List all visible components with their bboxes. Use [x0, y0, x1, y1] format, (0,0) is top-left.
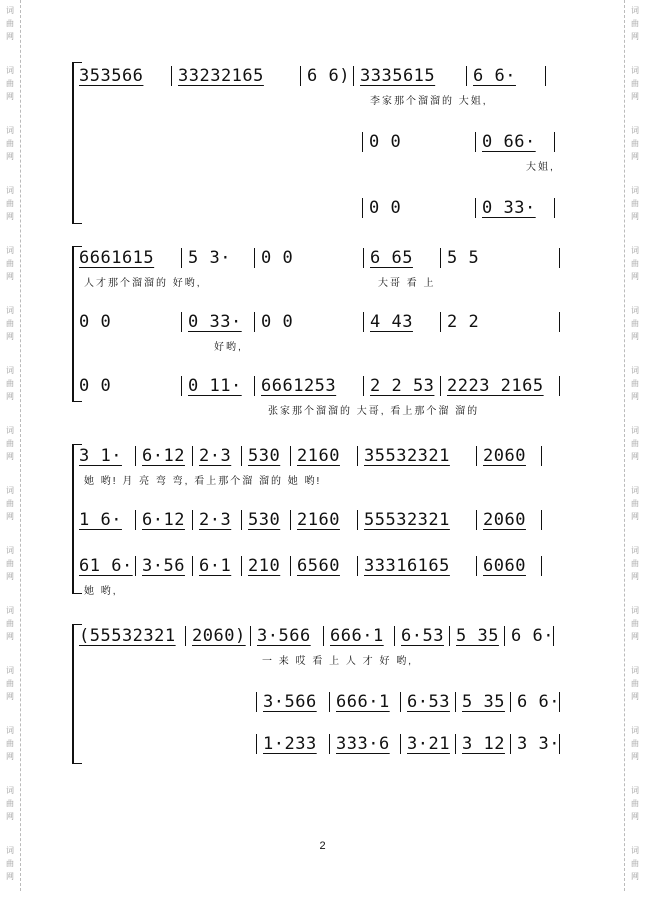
- watermark-char: 曲: [6, 19, 14, 28]
- watermark-char: 词: [631, 366, 639, 375]
- measure: 6 65: [363, 248, 440, 268]
- watermark-char: 网: [6, 92, 14, 101]
- watermark-char: 词: [631, 66, 639, 75]
- lyric-line: 李家那个溜溜的 大姐,: [370, 96, 488, 107]
- watermark-char: 曲: [631, 139, 639, 148]
- measure: 0 0: [254, 248, 363, 268]
- lyric-line: 大姐,: [526, 162, 555, 173]
- watermark-char: 网: [6, 632, 14, 641]
- watermark-char: 网: [631, 452, 639, 461]
- watermark-char: 词: [631, 6, 639, 15]
- right-dashed-margin: [624, 0, 625, 891]
- measure: 0 0: [254, 312, 363, 332]
- lyric-line: 一 来 哎 看 上 人 才 好 哟,: [262, 656, 414, 667]
- watermark-char: 网: [6, 692, 14, 701]
- measure: 666·1: [329, 692, 400, 712]
- watermark-char: 曲: [631, 259, 639, 268]
- measure: 6060: [476, 556, 542, 576]
- watermark-char: 曲: [6, 559, 14, 568]
- watermark-group: [2, 360, 18, 420]
- lyric-line: 她 哟! 月 亮 弯 弯, 看上那个溜 溜的 她 哟!: [84, 476, 322, 487]
- measure: 353566: [72, 66, 171, 86]
- watermark-char: 曲: [631, 739, 639, 748]
- watermark-char: 词: [631, 426, 639, 435]
- watermark-char: 曲: [6, 739, 14, 748]
- watermark-group: [627, 480, 643, 540]
- watermark-group: [2, 600, 18, 660]
- measure: 6 6·: [466, 66, 546, 86]
- staff-voice-3: [72, 376, 570, 426]
- measure: 0 0: [72, 312, 181, 332]
- watermark-group: [627, 420, 643, 480]
- measure: (55532321: [72, 626, 185, 646]
- score-system-2: [72, 246, 570, 417]
- watermark-char: 词: [631, 486, 639, 495]
- measure: 55532321: [357, 510, 476, 530]
- watermark-char: 曲: [6, 79, 14, 88]
- watermark-char: 网: [6, 392, 14, 401]
- measure: 33316165: [357, 556, 476, 576]
- watermark-char: 词: [6, 426, 14, 435]
- measure: 0 0: [362, 132, 475, 152]
- watermark-char: 词: [631, 786, 639, 795]
- staff-voice-1: [72, 626, 570, 676]
- watermark-char: 网: [631, 812, 639, 821]
- measure: 6·53: [400, 692, 455, 712]
- watermark-char: 网: [6, 752, 14, 761]
- lyric-line: 人才那个溜溜的 好哟,: [84, 278, 202, 289]
- watermark-char: 网: [631, 512, 639, 521]
- staff-voice-3: [72, 734, 570, 784]
- watermark-char: 网: [631, 572, 639, 581]
- watermark-group: [2, 780, 18, 840]
- measure: 61 6·: [72, 556, 135, 576]
- measure: 3 12: [455, 734, 510, 754]
- watermark-group: [2, 180, 18, 240]
- watermark-char: 网: [631, 632, 639, 641]
- watermark-char: 曲: [631, 379, 639, 388]
- watermark-char: 网: [631, 392, 639, 401]
- watermark-char: 网: [6, 812, 14, 821]
- measure: 6·12: [135, 446, 192, 466]
- measure: 6·12: [135, 510, 192, 530]
- watermark-char: 曲: [6, 679, 14, 688]
- watermark-char: 曲: [6, 139, 14, 148]
- watermark-char: 词: [6, 246, 14, 255]
- measure: 2223 2165: [440, 376, 560, 396]
- measure: 6661253: [254, 376, 363, 396]
- measure: 0 0: [362, 198, 475, 218]
- score-system-4: [72, 624, 570, 764]
- watermark-char: 网: [631, 212, 639, 221]
- watermark-char: 网: [6, 272, 14, 281]
- watermark-char: 词: [631, 186, 639, 195]
- watermark-char: 网: [6, 512, 14, 521]
- watermark-char: 曲: [631, 619, 639, 628]
- measure: 3 1·: [72, 446, 135, 466]
- measure: 2160: [290, 446, 357, 466]
- watermark-char: 词: [631, 306, 639, 315]
- watermark-char: 曲: [6, 859, 14, 868]
- measure: 2·3: [192, 510, 241, 530]
- watermark-char: 网: [631, 92, 639, 101]
- watermark-char: 网: [631, 272, 639, 281]
- staff-voice-1: [72, 248, 570, 298]
- watermark-group: [627, 120, 643, 180]
- watermark-char: 曲: [631, 439, 639, 448]
- staff-voice-1: [72, 66, 570, 116]
- measure: 3·566: [256, 692, 329, 712]
- staff-voice-3: [72, 198, 570, 248]
- staff-voice-2: [72, 312, 570, 362]
- measure: 3·21: [400, 734, 455, 754]
- right-watermark-column: [627, 0, 643, 891]
- staff-voice-1: [72, 446, 570, 496]
- watermark-char: 曲: [631, 319, 639, 328]
- left-watermark-column: [2, 0, 18, 891]
- watermark-group: [2, 420, 18, 480]
- watermark-char: 曲: [631, 199, 639, 208]
- watermark-char: 网: [6, 452, 14, 461]
- watermark-char: 曲: [6, 319, 14, 328]
- measure: 0 66·: [475, 132, 555, 152]
- watermark-char: 网: [631, 152, 639, 161]
- staff-voice-3: [72, 556, 570, 606]
- measure: 4 43: [363, 312, 440, 332]
- watermark-char: 曲: [6, 439, 14, 448]
- score-system-3: [72, 444, 570, 597]
- watermark-group: [2, 300, 18, 360]
- watermark-char: 词: [6, 846, 14, 855]
- watermark-char: 词: [6, 786, 14, 795]
- watermark-group: [627, 540, 643, 600]
- watermark-char: 网: [631, 752, 639, 761]
- measure: 2 2 53: [363, 376, 440, 396]
- measure: 3 3·: [510, 734, 560, 754]
- staff-voice-2: [72, 132, 570, 182]
- watermark-char: 词: [6, 486, 14, 495]
- watermark-char: 词: [631, 726, 639, 735]
- watermark-group: [2, 540, 18, 600]
- measure: 530: [241, 446, 290, 466]
- measure: 3·56: [135, 556, 192, 576]
- watermark-group: [627, 0, 643, 60]
- watermark-group: [2, 480, 18, 540]
- measure: 210: [241, 556, 290, 576]
- measure: 5 35: [455, 692, 510, 712]
- measure: 333·6: [329, 734, 400, 754]
- watermark-char: 曲: [6, 379, 14, 388]
- measure: 1·233: [256, 734, 329, 754]
- watermark-group: [627, 360, 643, 420]
- measure: 5 5: [440, 248, 560, 268]
- measure: 5 35: [449, 626, 504, 646]
- watermark-char: 曲: [6, 619, 14, 628]
- measure: 2·3: [192, 446, 241, 466]
- measure: 666·1: [323, 626, 394, 646]
- watermark-char: 词: [631, 126, 639, 135]
- watermark-group: [627, 240, 643, 300]
- lyric-line: 大哥 看 上: [378, 278, 436, 289]
- watermark-char: 网: [6, 152, 14, 161]
- watermark-group: [627, 720, 643, 780]
- measure: 6·1: [192, 556, 241, 576]
- measure: 5 3·: [181, 248, 254, 268]
- watermark-char: 词: [6, 546, 14, 555]
- watermark-char: 曲: [631, 859, 639, 868]
- watermark-char: 网: [6, 32, 14, 41]
- watermark-char: 词: [6, 66, 14, 75]
- measure: 6 6·: [510, 692, 560, 712]
- lyric-line: 好哟,: [214, 342, 243, 353]
- watermark-char: 词: [6, 366, 14, 375]
- watermark-char: 网: [631, 872, 639, 881]
- left-dashed-margin: [20, 0, 21, 891]
- watermark-char: 曲: [631, 19, 639, 28]
- watermark-char: 网: [631, 32, 639, 41]
- watermark-char: 词: [6, 306, 14, 315]
- watermark-group: [627, 180, 643, 240]
- watermark-char: 曲: [631, 559, 639, 568]
- watermark-group: [2, 720, 18, 780]
- watermark-group: [627, 780, 643, 840]
- measure: 0 33·: [181, 312, 254, 332]
- lyric-line: 张家那个溜溜的 大哥, 看上那个溜 溜的: [268, 406, 480, 417]
- watermark-char: 曲: [6, 799, 14, 808]
- watermark-char: 词: [6, 726, 14, 735]
- measure: 6·53: [394, 626, 449, 646]
- page-number: 2: [319, 840, 326, 852]
- measure: 35532321: [357, 446, 476, 466]
- watermark-char: 曲: [631, 499, 639, 508]
- watermark-char: 词: [6, 6, 14, 15]
- watermark-char: 曲: [6, 199, 14, 208]
- watermark-char: 曲: [6, 259, 14, 268]
- watermark-char: 词: [6, 126, 14, 135]
- watermark-char: 词: [631, 546, 639, 555]
- measure: 2 2: [440, 312, 560, 332]
- measure: 2160: [290, 510, 357, 530]
- measure: 33232165: [171, 66, 300, 86]
- watermark-char: 网: [631, 692, 639, 701]
- watermark-char: 词: [631, 606, 639, 615]
- watermark-group: [627, 300, 643, 360]
- measure: 3335615: [353, 66, 466, 86]
- measure: 0 33·: [475, 198, 555, 218]
- watermark-char: 词: [631, 246, 639, 255]
- watermark-char: 词: [6, 666, 14, 675]
- measure: 2060): [185, 626, 250, 646]
- watermark-group: [627, 600, 643, 660]
- measure: 6661615: [72, 248, 181, 268]
- watermark-char: 网: [6, 212, 14, 221]
- lyric-line: 她 哟,: [84, 586, 118, 597]
- watermark-char: 曲: [6, 499, 14, 508]
- watermark-char: 曲: [631, 799, 639, 808]
- watermark-group: [2, 0, 18, 60]
- watermark-char: 词: [6, 186, 14, 195]
- measure: 530: [241, 510, 290, 530]
- measure: 2060: [476, 510, 542, 530]
- watermark-char: 词: [6, 606, 14, 615]
- score-system-1: [72, 62, 570, 224]
- watermark-char: 词: [631, 846, 639, 855]
- watermark-group: [2, 60, 18, 120]
- watermark-char: 曲: [631, 79, 639, 88]
- watermark-char: 网: [6, 332, 14, 341]
- measure: 6 6·: [504, 626, 554, 646]
- measure: 2060: [476, 446, 542, 466]
- watermark-group: [627, 60, 643, 120]
- watermark-group: [2, 240, 18, 300]
- watermark-char: 曲: [631, 679, 639, 688]
- measure: 3·566: [250, 626, 323, 646]
- watermark-char: 网: [631, 332, 639, 341]
- watermark-group: [627, 660, 643, 720]
- watermark-char: 网: [6, 572, 14, 581]
- watermark-group: [2, 660, 18, 720]
- watermark-group: [2, 120, 18, 180]
- measure: 1 6·: [72, 510, 135, 530]
- measure: 6 6): [300, 66, 353, 86]
- watermark-char: 词: [631, 666, 639, 675]
- measure: 0 11·: [181, 376, 254, 396]
- measure: 0 0: [72, 376, 181, 396]
- staff-voice-2: [72, 510, 570, 560]
- measure: 6560: [290, 556, 357, 576]
- watermark-char: 网: [6, 872, 14, 881]
